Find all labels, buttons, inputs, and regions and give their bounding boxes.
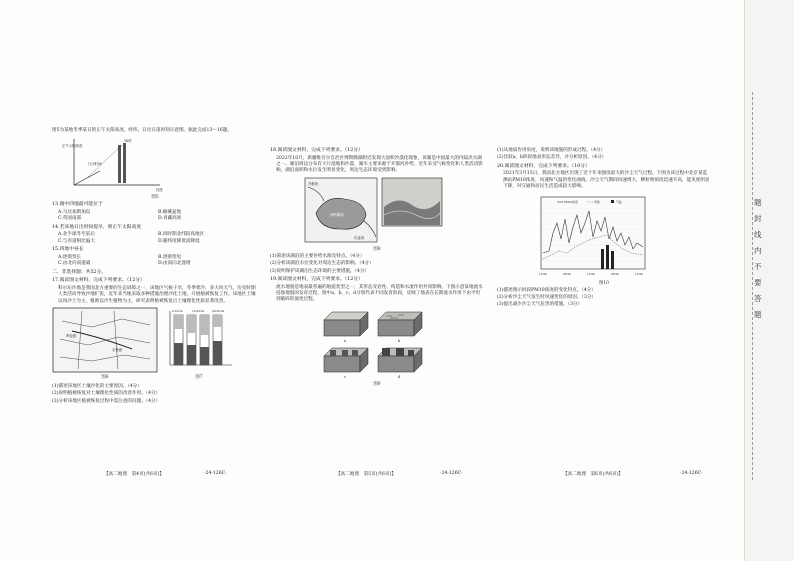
seal-char: 不 — [754, 262, 762, 271]
fig5-label-top: 16时 — [124, 139, 132, 144]
seal-char: 要 — [754, 278, 762, 287]
bar-seg — [200, 347, 209, 365]
bar-seg — [213, 315, 222, 327]
option[interactable]: C.英国南部 — [58, 216, 82, 222]
q17-figures — [52, 307, 258, 382]
option[interactable]: A.马达加斯加岛 — [58, 210, 91, 215]
seal-char: 题 — [754, 310, 762, 319]
option[interactable]: B.同时期北纬较高地区 — [158, 232, 205, 238]
map-tag: 库伦旗 — [66, 334, 77, 339]
question-14: 14.若该地日出时间提早，则正午太阳高度 — [52, 224, 142, 230]
q13-options — [52, 210, 258, 223]
plot-frame — [541, 197, 645, 269]
q18-sub-3: (3)说明保护该湖泊生态环境的主要措施。（4分） — [270, 268, 370, 274]
q17-sub-2: (2)说明植被恢复对土壤理化性质的改善作用。（4分） — [52, 391, 161, 397]
question-15: 15.四地中昼长 — [52, 247, 84, 253]
block-label: b — [398, 338, 401, 343]
fig5-label-mid: 日出时间 — [88, 162, 102, 167]
legend-item: 10-20cm — [192, 309, 205, 314]
bar-seg — [187, 315, 196, 333]
q20-sub-3: (3)提出减少沙尘天气危害的措施。（3分） — [497, 302, 583, 308]
block-b — [378, 312, 422, 343]
event-bar — [611, 251, 614, 269]
option[interactable]: B.逐渐变短 — [158, 254, 182, 260]
bar-2 — [123, 143, 126, 183]
block-c — [324, 348, 368, 379]
option[interactable]: C.由北向南递减 — [58, 261, 91, 267]
seal-text — [754, 198, 762, 319]
figure-10-caption: 图10 — [599, 280, 609, 286]
page-footer-left: 【高二地理 第4页(共6页)】 — [104, 472, 164, 477]
option[interactable]: A.逐渐变长 — [58, 254, 82, 260]
q18-sub-2: (2)分析该湖泊水位变化对周边生态的影响。（4分） — [270, 261, 374, 267]
question-19: 19.阅读图文材料，完成下列要求。（12分） — [270, 277, 363, 283]
figure-7-bars — [164, 307, 234, 373]
question-18: 18.阅读图文材料，完成下列要求。（12分） — [270, 148, 363, 153]
fig5-label-axis: 经度 — [156, 188, 163, 193]
page-footer-left: 【高二地理 第6页(共6页)】 — [563, 472, 623, 477]
option[interactable]: C.与赤道相比偏大 — [58, 238, 95, 244]
question-17: 17.阅读图文材料，完成下列要求。（12分） — [52, 278, 145, 284]
legend-item: 0-10cm — [172, 309, 183, 314]
figure-7-wrap — [164, 307, 234, 382]
x-tick: 12:00 — [635, 271, 644, 276]
figure-6-map — [52, 307, 158, 373]
q13-16-intro: 图5为某地冬季某日的正午太阳高度、经纬、日出日落时刻示意图。据此完成13～16题。 — [52, 128, 232, 133]
bar-1 — [118, 145, 121, 183]
place-label: 开都河 — [308, 181, 319, 186]
place-label: 孔雀河 — [354, 235, 365, 240]
option[interactable]: D.由南向北递增 — [158, 261, 191, 267]
block-label: d — [398, 374, 401, 379]
seal-char: 内 — [754, 246, 762, 255]
seal-char: 封 — [754, 214, 762, 223]
seal-char: 线 — [754, 230, 762, 239]
q18-sub-1: (1)简述该湖泊的主要补给水源及特点。（4分） — [270, 253, 365, 259]
seal-line — [752, 92, 753, 480]
page-footer-code: ·24-126C· — [440, 471, 463, 476]
seal-char: 题 — [754, 198, 762, 207]
page-footer-code: ·24-126C· — [204, 471, 227, 476]
figure-7-caption: 图7 — [195, 375, 203, 381]
x-tick: 00:00 — [563, 271, 572, 276]
q20-material: 2021年3月15日，我国北方地区出现了近十年来强度最大的沙尘天气过程，下图为该过程中北京某监测站PM10浓度、风速和气温的变化曲线，沙尘天气期间风速增大，颗粒物浓度迅速升高，能见度明显下降，对交通和居民生活造成较大影响。 — [503, 171, 710, 190]
figure-10 — [531, 193, 655, 279]
figure-6-caption: 图6 — [101, 375, 109, 381]
event-bar — [606, 245, 609, 269]
legend-item: 20-30cm — [212, 309, 225, 314]
option[interactable]: D.青藏高原 — [158, 216, 182, 222]
x-tick: 00:00 — [611, 271, 620, 276]
q17-sub-1: (1)描述该地区土壤沙化的主要原因。（4分） — [52, 384, 142, 390]
q17-material: 科尔沁沙地是我国北方重要的生态屏障之一，该地区气候干旱，冬季寒冷，多大风天气。历史时期人类活动导致沙地扩张，近年来当地采取多种措施治理沙化土地，开展植被恢复工作。该地区土壤以风沙土为主，植被以沙生植物为主，研究表明植被恢复后土壤理化性质显著改善。 — [58, 285, 256, 304]
fig5-label-left: 正午太阳高度 — [62, 144, 83, 149]
q15-options — [52, 255, 258, 268]
block-label: a — [344, 338, 347, 343]
bar-seg — [174, 315, 183, 329]
q17-sub-3: (3)分析该地区植被恢复过程中需注意的问题。（4分） — [52, 398, 161, 404]
block-d — [378, 348, 422, 379]
x-tick: 12:00 — [539, 271, 548, 276]
page-column-1 — [52, 128, 258, 406]
q20-sub-1: (1)描述图示时段PM10浓度的变化特点。（4分） — [497, 287, 596, 293]
block-label: c — [344, 374, 346, 379]
legend-item: PM10浓度 — [564, 199, 578, 204]
figure-5-caption: 图5 — [151, 195, 159, 201]
page-footer-left: 【高二地理 第5页(共6页)】 — [336, 472, 396, 477]
legend-item: 风速 — [594, 199, 600, 204]
figure-9-caption: 图9 — [373, 381, 381, 387]
event-bar — [601, 249, 604, 269]
question-13: 13.图中四地最可能位于 — [52, 202, 103, 208]
page-column-2 — [270, 146, 484, 389]
figure-9 — [320, 306, 430, 380]
q19-material: 流水地貌是地表最普遍的地貌类型之一，其形态受岩性、构造和水流作用共同影响。下图示意某地流水侵蚀地貌的发育过程，图中a、b、c、d分别代表不同发育阶段，反映了地表在长期流水作用下由平坦到破碎的演变过程。 — [276, 284, 483, 303]
bar-seg — [213, 341, 222, 365]
bar-seg — [187, 345, 196, 365]
figure-5 — [60, 135, 170, 193]
q19-sub-1: (1)从地质作用角度，说明该地貌的形成过程。（4分） — [497, 148, 606, 153]
option[interactable]: B.楠溪盆地 — [158, 210, 182, 215]
legend-item: 气温 — [616, 199, 622, 204]
map-tag: 奈曼旗 — [112, 348, 123, 353]
option[interactable]: D.随纬度降低而降低 — [158, 238, 200, 244]
option[interactable]: A.北半球冬至前后 — [58, 232, 95, 238]
figure-8 — [304, 177, 444, 245]
x-tick: 12:00 — [587, 271, 596, 276]
q19-sub-2: (2)比较a、b阶段地表形态差异，并分析原因。（4分） — [497, 155, 607, 161]
block-a — [324, 312, 368, 343]
q14-options — [52, 232, 258, 245]
figure-8-caption: 图8 — [373, 246, 381, 252]
q20-sub-2: (2)分析沙尘天气发生时风速变化的原因。（3分） — [497, 295, 597, 301]
bar-seg — [200, 315, 209, 335]
page-column-3 — [497, 148, 711, 310]
seal-char: 答 — [754, 294, 762, 303]
figure-6-wrap — [52, 307, 158, 382]
page-footer-code: ·24-126C· — [680, 471, 703, 476]
question-20: 20.阅读图文材料，完成下列要求。（10分） — [497, 163, 590, 169]
bar-seg — [174, 343, 183, 365]
q18-material: 2022年10月，新疆维吾尔自治区博斯腾湖附近发现大面积沙漠化现象，该湖是中国最大的内陆淡水湖之一。湖泊周边分布有大片湿地和沙漠，湖水主要来源于开都河补给，近年来受气候变化和人类活动影响，湖泊面积和水位发生明显变化，周边生态环境受到影响。 — [276, 155, 483, 174]
place-label: 博斯腾湖 — [330, 212, 344, 217]
section-heading: 二、非选择题：共52分。 — [52, 269, 107, 275]
